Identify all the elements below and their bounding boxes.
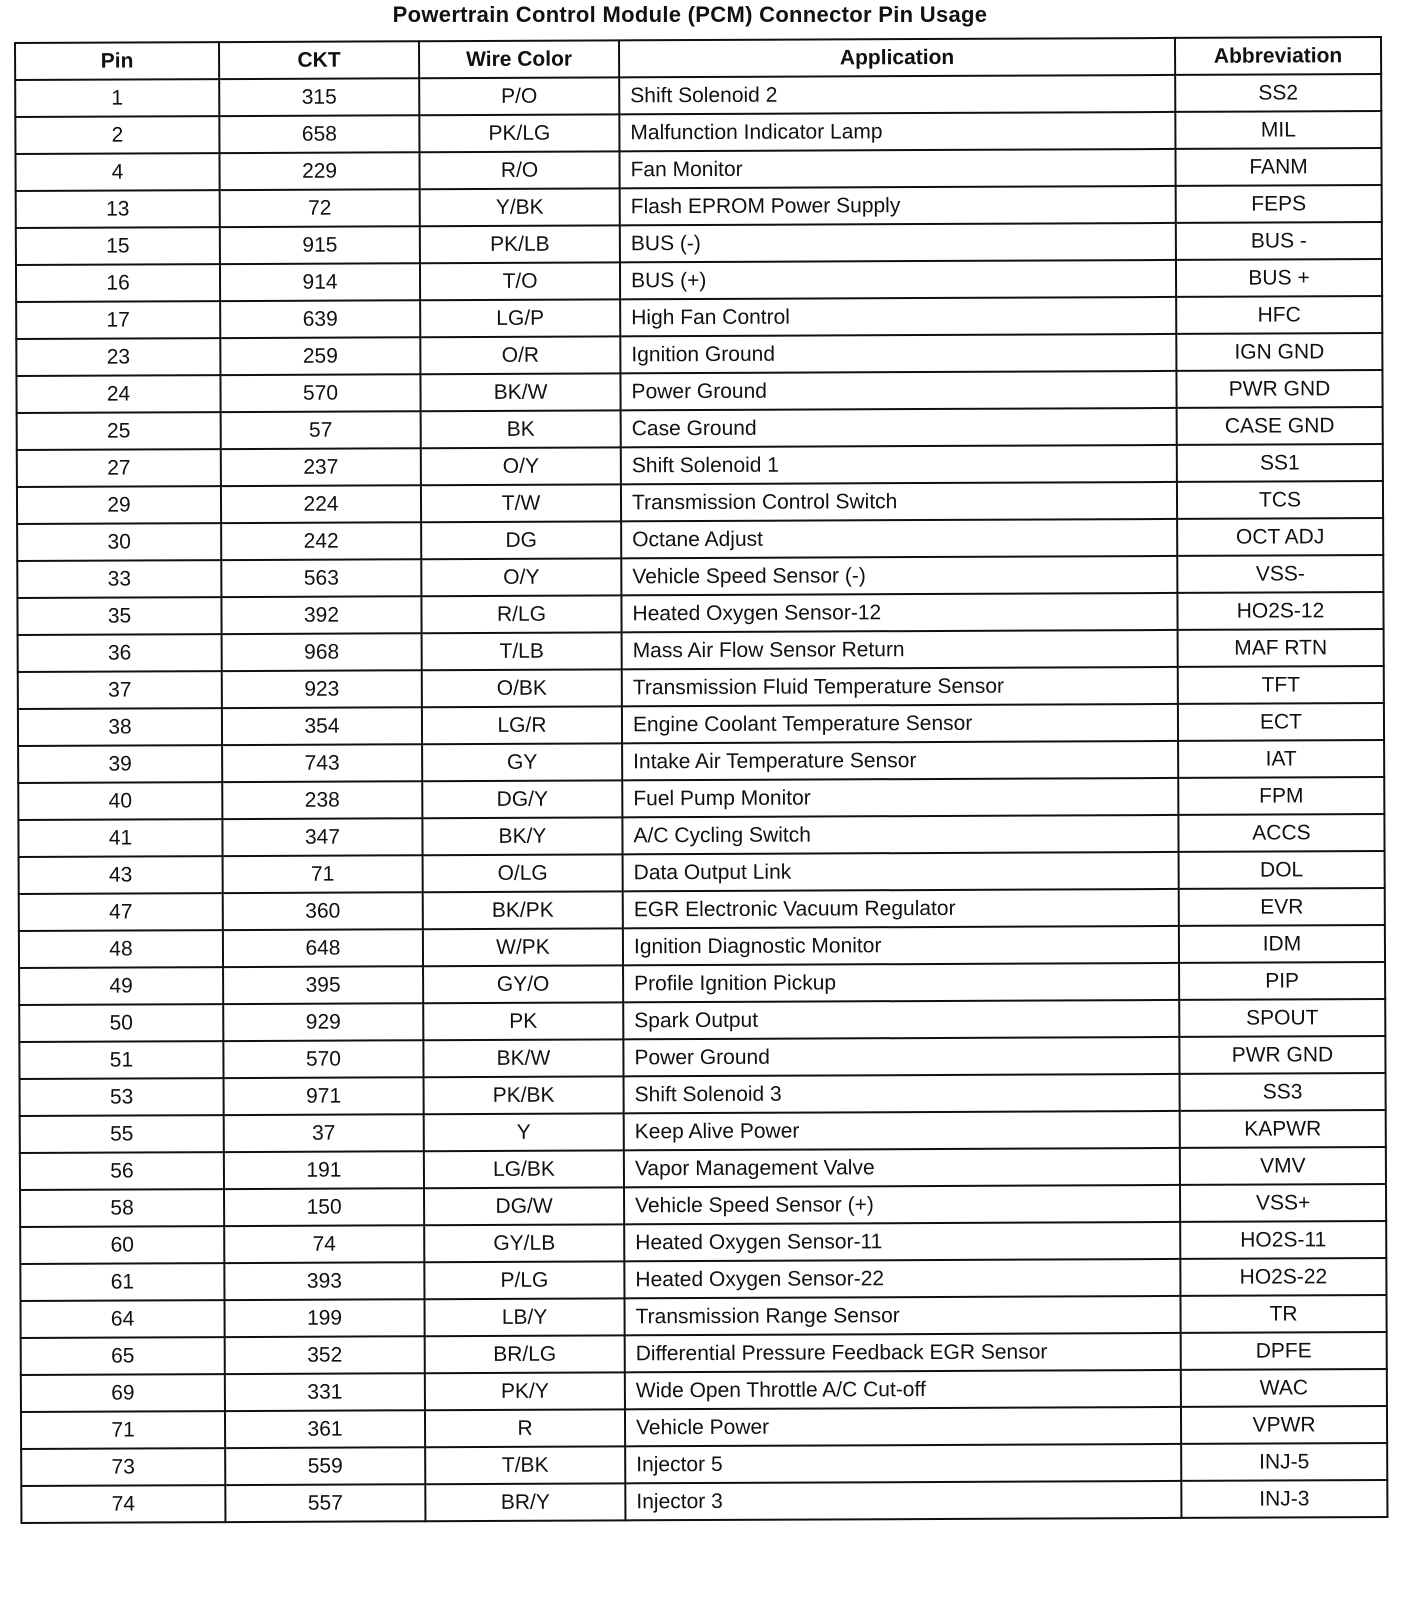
ckt-cell: 242 xyxy=(221,522,421,560)
table-row xyxy=(16,185,1382,228)
pin-cell: 43 xyxy=(19,856,223,894)
wire-color-cell: R/O xyxy=(419,151,619,189)
ckt-cell: 971 xyxy=(224,1077,424,1115)
table-row xyxy=(18,777,1384,820)
abbreviation-cell: ACCS xyxy=(1178,814,1384,852)
abbreviation-cell: INJ-3 xyxy=(1181,1480,1387,1518)
application-cell: Heated Oxygen Sensor-11 xyxy=(624,1222,1180,1261)
ckt-cell: 570 xyxy=(220,374,420,412)
application-cell: Vapor Management Valve xyxy=(624,1148,1180,1187)
table-row xyxy=(18,629,1384,672)
table-row xyxy=(17,481,1383,524)
abbreviation-cell: MIL xyxy=(1175,111,1381,149)
table-row xyxy=(15,74,1381,117)
wire-color-cell: BR/Y xyxy=(425,1483,625,1521)
wire-color-cell: P/LG xyxy=(424,1261,624,1299)
abbreviation-cell: HO2S-12 xyxy=(1177,592,1383,630)
pin-cell: 41 xyxy=(18,819,222,857)
abbreviation-cell: TCS xyxy=(1177,481,1383,519)
abbreviation-cell: BUS + xyxy=(1176,259,1382,297)
ckt-cell: 37 xyxy=(224,1114,424,1152)
page-title: Powertrain Control Module (PCM) Connector Pin Usage xyxy=(392,2,988,27)
wire-color-cell: PK/LG xyxy=(419,114,619,152)
abbreviation-cell: INJ-5 xyxy=(1181,1443,1387,1481)
pin-cell: 17 xyxy=(16,301,220,339)
table-row xyxy=(20,1147,1386,1190)
ckt-cell: 150 xyxy=(224,1188,424,1226)
abbreviation-cell: MAF RTN xyxy=(1178,629,1384,667)
abbreviation-cell: SS2 xyxy=(1175,74,1381,112)
pin-cell: 64 xyxy=(20,1300,224,1338)
ckt-cell: 395 xyxy=(223,966,423,1004)
table-row xyxy=(20,1258,1386,1301)
ckt-cell: 352 xyxy=(225,1336,425,1374)
abbreviation-cell: IAT xyxy=(1178,740,1384,778)
application-cell: High Fan Control xyxy=(620,297,1176,336)
table-row xyxy=(16,296,1382,339)
application-cell: Injector 5 xyxy=(625,1444,1181,1483)
pin-cell: 55 xyxy=(20,1115,224,1153)
pin-cell: 51 xyxy=(19,1041,223,1079)
pin-cell: 58 xyxy=(20,1189,224,1227)
abbreviation-cell: HO2S-22 xyxy=(1180,1258,1386,1296)
wire-color-cell: O/LG xyxy=(423,854,623,892)
wire-color-cell: BK xyxy=(421,410,621,448)
pin-cell: 73 xyxy=(21,1448,225,1486)
table-row xyxy=(17,444,1383,487)
column-header-abbreviation: Abbreviation xyxy=(1175,37,1381,75)
abbreviation-cell: PWR GND xyxy=(1179,1036,1385,1074)
table-row xyxy=(18,740,1384,783)
table-row xyxy=(15,148,1381,191)
application-cell: Shift Solenoid 2 xyxy=(619,75,1175,114)
pin-cell: 39 xyxy=(18,745,222,783)
application-cell: Power Ground xyxy=(623,1037,1179,1076)
pin-cell: 36 xyxy=(18,634,222,672)
ckt-cell: 238 xyxy=(222,781,422,819)
abbreviation-cell: VPWR xyxy=(1181,1406,1387,1444)
wire-color-cell: BK/PK xyxy=(423,891,623,929)
table-row xyxy=(21,1406,1387,1449)
abbreviation-cell: FANM xyxy=(1175,148,1381,186)
ckt-cell: 915 xyxy=(220,226,420,264)
application-cell: Spark Output xyxy=(623,1000,1179,1039)
wire-color-cell: BK/Y xyxy=(422,817,622,855)
application-cell: Heated Oxygen Sensor-12 xyxy=(621,593,1177,632)
ckt-cell: 570 xyxy=(223,1040,423,1078)
wire-color-cell: GY xyxy=(422,743,622,781)
ckt-cell: 648 xyxy=(223,929,423,967)
ckt-cell: 392 xyxy=(221,596,421,634)
application-cell: Keep Alive Power xyxy=(624,1111,1180,1150)
abbreviation-cell: CASE GND xyxy=(1177,407,1383,445)
table-row xyxy=(20,1073,1386,1116)
abbreviation-cell: VMV xyxy=(1180,1147,1386,1185)
application-cell: BUS (-) xyxy=(620,223,1176,262)
table-row xyxy=(17,407,1383,450)
abbreviation-cell: PIP xyxy=(1179,962,1385,1000)
pin-cell: 71 xyxy=(21,1411,225,1449)
application-cell: Engine Coolant Temperature Sensor xyxy=(622,704,1178,743)
application-cell: Ignition Ground xyxy=(620,334,1176,373)
wire-color-cell: Y xyxy=(424,1113,624,1151)
wire-color-cell: R xyxy=(425,1409,625,1447)
pin-cell: 2 xyxy=(15,116,219,154)
abbreviation-cell: WAC xyxy=(1181,1369,1387,1407)
pin-cell: 50 xyxy=(19,1004,223,1042)
application-cell: Wide Open Throttle A/C Cut-off xyxy=(625,1370,1181,1409)
pin-cell: 30 xyxy=(17,523,221,561)
table-row xyxy=(16,370,1382,413)
application-cell: Power Ground xyxy=(620,371,1176,410)
table-row xyxy=(21,1369,1387,1412)
table-row xyxy=(16,333,1382,376)
table-row xyxy=(20,1110,1386,1153)
abbreviation-cell: VSS- xyxy=(1177,555,1383,593)
abbreviation-cell: TFT xyxy=(1178,666,1384,704)
abbreviation-cell: BUS - xyxy=(1176,222,1382,260)
pin-cell: 60 xyxy=(20,1226,224,1264)
abbreviation-cell: PWR GND xyxy=(1176,370,1382,408)
ckt-cell: 331 xyxy=(225,1373,425,1411)
ckt-cell: 658 xyxy=(219,115,419,153)
abbreviation-cell: DPFE xyxy=(1181,1332,1387,1370)
ckt-cell: 557 xyxy=(225,1484,425,1522)
table-row xyxy=(18,666,1384,709)
wire-color-cell: W/PK xyxy=(423,928,623,966)
table-row xyxy=(19,888,1385,931)
application-cell: Heated Oxygen Sensor-22 xyxy=(624,1259,1180,1298)
pin-cell: 13 xyxy=(16,190,220,228)
table-row xyxy=(15,111,1381,154)
wire-color-cell: R/LG xyxy=(421,595,621,633)
column-header-wire-color: Wire Color xyxy=(419,40,619,78)
column-header-pin: Pin xyxy=(15,42,219,80)
application-cell: Shift Solenoid 1 xyxy=(621,445,1177,484)
wire-color-cell: T/LB xyxy=(422,632,622,670)
column-header-ckt: CKT xyxy=(219,41,419,79)
table-row xyxy=(20,1184,1386,1227)
abbreviation-cell: SPOUT xyxy=(1179,999,1385,1037)
application-cell: Profile Ignition Pickup xyxy=(623,963,1179,1002)
wire-color-cell: PK/BK xyxy=(424,1076,624,1114)
pin-cell: 27 xyxy=(17,449,221,487)
wire-color-cell: BR/LG xyxy=(425,1335,625,1373)
wire-color-cell: LB/Y xyxy=(424,1298,624,1336)
abbreviation-cell: KAPWR xyxy=(1180,1110,1386,1148)
abbreviation-cell: TR xyxy=(1180,1295,1386,1333)
wire-color-cell: PK xyxy=(423,1002,623,1040)
wire-color-cell: O/BK xyxy=(422,669,622,707)
table-row xyxy=(21,1443,1387,1486)
pin-cell: 69 xyxy=(21,1374,225,1412)
application-cell: Vehicle Power xyxy=(625,1407,1181,1446)
wire-color-cell: BK/W xyxy=(423,1039,623,1077)
pin-usage-table xyxy=(14,36,1388,1524)
application-cell: Injector 3 xyxy=(625,1481,1181,1520)
table-row xyxy=(16,259,1382,302)
application-cell: Malfunction Indicator Lamp xyxy=(619,112,1175,151)
pin-cell: 40 xyxy=(18,782,222,820)
table-row xyxy=(19,851,1385,894)
ckt-cell: 259 xyxy=(220,337,420,375)
application-cell: Vehicle Speed Sensor (-) xyxy=(621,556,1177,595)
ckt-cell: 559 xyxy=(225,1447,425,1485)
pin-cell: 65 xyxy=(21,1337,225,1375)
wire-color-cell: DG/Y xyxy=(422,780,622,818)
application-cell: Case Ground xyxy=(621,408,1177,447)
application-cell: Intake Air Temperature Sensor xyxy=(622,741,1178,780)
wire-color-cell: BK/W xyxy=(420,373,620,411)
application-cell: A/C Cycling Switch xyxy=(622,815,1178,854)
ckt-cell: 923 xyxy=(222,670,422,708)
application-cell: BUS (+) xyxy=(620,260,1176,299)
table-row xyxy=(21,1480,1387,1523)
abbreviation-cell: FEPS xyxy=(1176,185,1382,223)
abbreviation-cell: SS1 xyxy=(1177,444,1383,482)
application-cell: Flash EPROM Power Supply xyxy=(620,186,1176,225)
abbreviation-cell: IGN GND xyxy=(1176,333,1382,371)
ckt-cell: 968 xyxy=(222,633,422,671)
table-row xyxy=(18,814,1384,857)
ckt-cell: 743 xyxy=(222,744,422,782)
pin-cell: 49 xyxy=(19,967,223,1005)
table-row xyxy=(17,518,1383,561)
pin-cell: 53 xyxy=(20,1078,224,1116)
wire-color-cell: O/R xyxy=(420,336,620,374)
ckt-cell: 74 xyxy=(224,1225,424,1263)
abbreviation-cell: DOL xyxy=(1179,851,1385,889)
pin-cell: 15 xyxy=(16,227,220,265)
pin-cell: 37 xyxy=(18,671,222,709)
table-row xyxy=(17,555,1383,598)
ckt-cell: 361 xyxy=(225,1410,425,1448)
abbreviation-cell: ECT xyxy=(1178,703,1384,741)
ckt-cell: 563 xyxy=(221,559,421,597)
ckt-cell: 72 xyxy=(220,189,420,227)
table-row xyxy=(18,703,1384,746)
ckt-cell: 914 xyxy=(220,263,420,301)
ckt-cell: 929 xyxy=(223,1003,423,1041)
table-row xyxy=(19,999,1385,1042)
ckt-cell: 315 xyxy=(219,78,419,116)
application-cell: Transmission Control Switch xyxy=(621,482,1177,521)
table-row xyxy=(19,925,1385,968)
application-cell: Fuel Pump Monitor xyxy=(622,778,1178,817)
pin-cell: 23 xyxy=(16,338,220,376)
wire-color-cell: GY/LB xyxy=(424,1224,624,1262)
wire-color-cell: LG/P xyxy=(420,299,620,337)
application-cell: Vehicle Speed Sensor (+) xyxy=(624,1185,1180,1224)
table-row xyxy=(19,1036,1385,1079)
wire-color-cell: LG/BK xyxy=(424,1150,624,1188)
ckt-cell: 71 xyxy=(223,855,423,893)
application-cell: Differential Pressure Feedback EGR Sensor xyxy=(625,1333,1181,1372)
pin-cell: 1 xyxy=(15,79,219,117)
pin-cell: 61 xyxy=(20,1263,224,1301)
pin-cell: 56 xyxy=(20,1152,224,1190)
pin-cell: 38 xyxy=(18,708,222,746)
wire-color-cell: O/Y xyxy=(421,447,621,485)
pin-cell: 24 xyxy=(16,375,220,413)
wire-color-cell: T/W xyxy=(421,484,621,522)
table-row xyxy=(17,592,1383,635)
ckt-cell: 347 xyxy=(222,818,422,856)
table-row xyxy=(20,1221,1386,1264)
column-header-application: Application xyxy=(619,38,1175,77)
application-cell: Ignition Diagnostic Monitor xyxy=(623,926,1179,965)
table-row xyxy=(20,1295,1386,1338)
table-body xyxy=(15,74,1387,1523)
ckt-cell: 354 xyxy=(222,707,422,745)
ckt-cell: 57 xyxy=(221,411,421,449)
ckt-cell: 360 xyxy=(223,892,423,930)
application-cell: Transmission Fluid Temperature Sensor xyxy=(622,667,1178,706)
table-header xyxy=(15,37,1381,80)
abbreviation-cell: SS3 xyxy=(1180,1073,1386,1111)
wire-color-cell: T/BK xyxy=(425,1446,625,1484)
ckt-cell: 199 xyxy=(224,1299,424,1337)
application-cell: Shift Solenoid 3 xyxy=(624,1074,1180,1113)
wire-color-cell: PK/LB xyxy=(420,225,620,263)
ckt-cell: 229 xyxy=(219,152,419,190)
ckt-cell: 224 xyxy=(221,485,421,523)
wire-color-cell: DG xyxy=(421,521,621,559)
abbreviation-cell: FPM xyxy=(1178,777,1384,815)
table-row xyxy=(16,222,1382,265)
abbreviation-cell: HFC xyxy=(1176,296,1382,334)
ckt-cell: 639 xyxy=(220,300,420,338)
wire-color-cell: Y/BK xyxy=(420,188,620,226)
table-row xyxy=(21,1332,1387,1375)
wire-color-cell: T/O xyxy=(420,262,620,300)
wire-color-cell: P/O xyxy=(419,77,619,115)
application-cell: Data Output Link xyxy=(623,852,1179,891)
wire-color-cell: O/Y xyxy=(421,558,621,596)
abbreviation-cell: IDM xyxy=(1179,925,1385,963)
ckt-cell: 393 xyxy=(224,1262,424,1300)
pin-cell: 25 xyxy=(17,412,221,450)
header-row xyxy=(15,37,1381,80)
application-cell: Mass Air Flow Sensor Return xyxy=(622,630,1178,669)
wire-color-cell: DG/W xyxy=(424,1187,624,1225)
table-row xyxy=(19,962,1385,1005)
ckt-cell: 191 xyxy=(224,1151,424,1189)
pin-cell: 74 xyxy=(21,1485,225,1523)
abbreviation-cell: EVR xyxy=(1179,888,1385,926)
pin-cell: 33 xyxy=(17,560,221,598)
pin-cell: 47 xyxy=(19,893,223,931)
wire-color-cell: LG/R xyxy=(422,706,622,744)
abbreviation-cell: OCT ADJ xyxy=(1177,518,1383,556)
pin-cell: 16 xyxy=(16,264,220,302)
abbreviation-cell: HO2S-11 xyxy=(1180,1221,1386,1259)
application-cell: EGR Electronic Vacuum Regulator xyxy=(623,889,1179,928)
wire-color-cell: PK/Y xyxy=(425,1372,625,1410)
application-cell: Transmission Range Sensor xyxy=(624,1296,1180,1335)
application-cell: Fan Monitor xyxy=(619,149,1175,188)
pin-cell: 48 xyxy=(19,930,223,968)
pin-cell: 29 xyxy=(17,486,221,524)
pin-cell: 35 xyxy=(17,597,221,635)
abbreviation-cell: VSS+ xyxy=(1180,1184,1386,1222)
wire-color-cell: GY/O xyxy=(423,965,623,1003)
application-cell: Octane Adjust xyxy=(621,519,1177,558)
pin-cell: 4 xyxy=(15,153,219,191)
ckt-cell: 237 xyxy=(221,448,421,486)
